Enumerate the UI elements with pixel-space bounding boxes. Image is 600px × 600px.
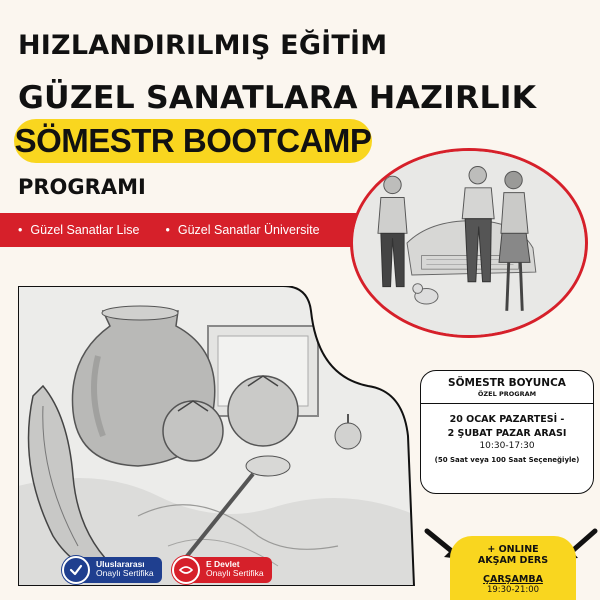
info-time: 10:30-17:30 xyxy=(479,441,535,451)
badge-edevlet-label xyxy=(192,557,272,583)
online-line1: + ONLINE xyxy=(487,544,539,555)
badge-edevlet-title: E Devlet xyxy=(206,559,240,569)
headline-highlight: SÖMESTR BOOTCAMP xyxy=(14,119,372,163)
category-band xyxy=(0,213,390,247)
category-item-universite: • Güzel Sanatlar Üniversite xyxy=(165,223,319,237)
online-line2: AKŞAM DERS xyxy=(477,555,549,566)
online-time: 19:30-21:00 xyxy=(486,585,540,595)
edevlet-logo-icon xyxy=(172,556,200,584)
info-title: SÖMESTR BOYUNCA xyxy=(448,377,566,389)
online-evening-class xyxy=(450,536,576,600)
still-life-drawing xyxy=(18,286,418,586)
program-info-box xyxy=(420,370,594,494)
headline-line4: PROGRAMI xyxy=(18,175,146,199)
headline-line2: GÜZEL SANATLARA HAZIRLIK xyxy=(18,80,537,116)
category-item-lise: • Güzel Sanatlar Lise xyxy=(18,223,139,237)
badge-edevlet-subtitle: Onaylı Sertifika xyxy=(206,567,264,578)
info-subtitle: ÖZEL PROGRAM xyxy=(477,390,537,398)
badge-edevlet xyxy=(172,555,272,585)
info-divider xyxy=(421,403,593,404)
still-life-sketch-image xyxy=(18,286,418,586)
info-date-line2: 2 ŞUBAT PAZAR ARASI xyxy=(447,428,567,439)
online-day: ÇARŞAMBA xyxy=(483,574,543,585)
info-note: (50 Saat veya 100 Saat Seçeneğiyle) xyxy=(434,456,580,464)
headline-line1: HIZLANDIRILMIŞ EĞİTİM xyxy=(18,30,388,61)
badge-international-title: Uluslararası xyxy=(96,559,145,569)
badge-international xyxy=(62,555,162,585)
badge-international-label xyxy=(82,557,162,583)
checkmark-icon xyxy=(62,556,90,584)
badge-international-subtitle: Onaylı Sertifika xyxy=(96,567,154,578)
info-date-line1: 20 OCAK PAZARTESİ - xyxy=(449,414,565,425)
